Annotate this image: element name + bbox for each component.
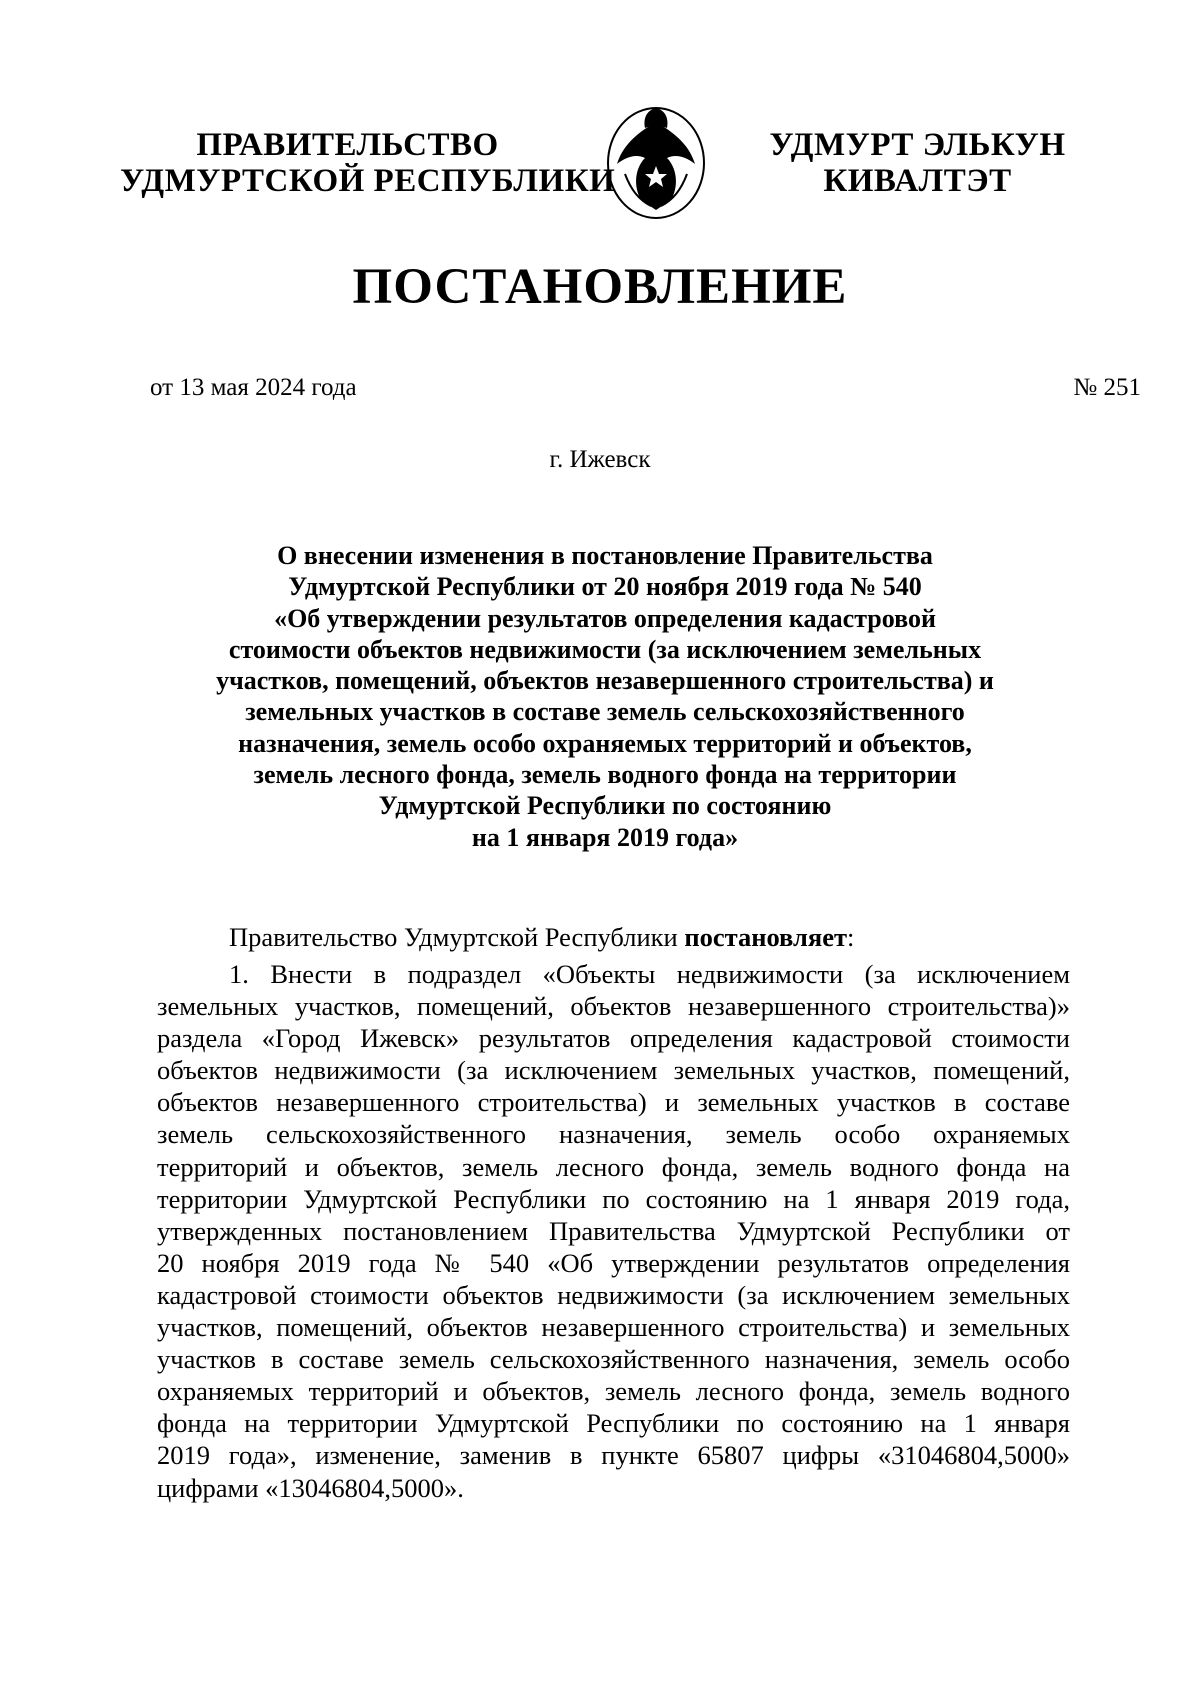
body-line: земель сельскохозяйственного назначения, земель особо охраняемых <box>157 1119 1070 1150</box>
body-line: земельных участков, помещений, объектов незавершенного строительства)» <box>157 991 1070 1022</box>
body-line: фонда на территории Удмуртской Республики по состоянию на 1 января <box>157 1408 1070 1439</box>
title-line: «Об утверждении результатов определения кадастровой <box>274 603 936 633</box>
body-line: участков в составе земель сельскохозяйственного назначения, земель особо <box>157 1344 1070 1375</box>
title-line: участков, помещений, объектов незавершенного строительства) и <box>216 666 994 696</box>
body-line: территории Удмуртской Республики по состоянию на 1 января 2019 года, <box>157 1183 1070 1214</box>
paragraph-1 <box>157 958 1070 1504</box>
document-city: г. Ижевск <box>549 446 651 473</box>
title-line: Удмуртской Республики по состоянию <box>378 791 832 821</box>
issuer-udmurt <box>765 127 1070 199</box>
title-line: стоимости объектов недвижимости (за исключением земельных <box>228 634 982 664</box>
issuer-russian-line1: ПРАВИТЕЛЬСТВО <box>196 127 499 163</box>
body-line: объектов незавершенного строительства) и земельных участков в составе <box>157 1087 1070 1118</box>
preamble <box>229 922 854 953</box>
preamble-text: Правительство Удмуртской Республики <box>229 922 685 952</box>
issuer-udmurt-line1: УДМУРТ ЭЛЬКУН <box>769 127 1066 163</box>
body-line: кадастровой стоимости объектов недвижимости (за исключением земельных <box>157 1279 1070 1310</box>
body-line: объектов недвижимости (за исключением земельных участков, помещений, <box>157 1055 1070 1086</box>
udmurt-coat-of-arms-icon <box>595 100 717 222</box>
title-line: О внесении изменения в постановление Правительства <box>277 541 933 570</box>
body-line: 2019 года», изменение, заменив в пункте 65807 цифры «31046804,5000» <box>157 1440 1070 1471</box>
body-line: 1. Внести в подраздел «Объекты недвижимости (за исключением <box>229 959 1070 989</box>
body-line: территорий и объектов, земель лесного фонда, земель водного фонда на <box>157 1151 1070 1182</box>
issuer-russian <box>120 127 616 199</box>
title-line: назначения, земель особо охраняемых территорий и объектов, <box>238 728 972 758</box>
preamble-end: : <box>847 922 855 952</box>
body-line: участков, помещений, объектов незавершенного строительства) и земельных <box>157 1312 1070 1343</box>
title-line: Удмуртской Республики от 20 ноября 2019 года № 540 <box>288 572 922 602</box>
title-line: земельных участков в составе земель сельскохозяйственного <box>245 697 965 727</box>
title-line: на 1 января 2019 года» <box>471 822 739 852</box>
body-line: охраняемых территорий и объектов, земель лесного фонда, земель водного <box>157 1376 1070 1407</box>
issuer-udmurt-line2: КИВАЛТЭТ <box>823 163 1012 199</box>
body-line: утвержденных постановлением Правительства Удмуртской Республики от <box>157 1215 1070 1246</box>
document-title <box>150 540 1060 853</box>
document-type: ПОСТАНОВЛЕНИЕ <box>352 259 848 315</box>
body-line: цифрами «13046804,5000». <box>157 1472 464 1503</box>
document-date: от 13 мая 2024 года <box>150 374 357 401</box>
document-number: № 251 <box>1073 374 1141 401</box>
issuer-russian-line2: УДМУРТСКОЙ РЕСПУБЛИКИ <box>120 163 616 199</box>
title-line: земель лесного фонда, земель водного фонда на территории <box>253 760 957 790</box>
preamble-bold: постановляет <box>684 922 848 952</box>
body-line: 20 ноября 2019 года № 540 «Об утверждении результатов определения <box>157 1247 1070 1278</box>
body-line: раздела «Город Ижевск» результатов определения кадастровой стоимости <box>157 1023 1070 1054</box>
